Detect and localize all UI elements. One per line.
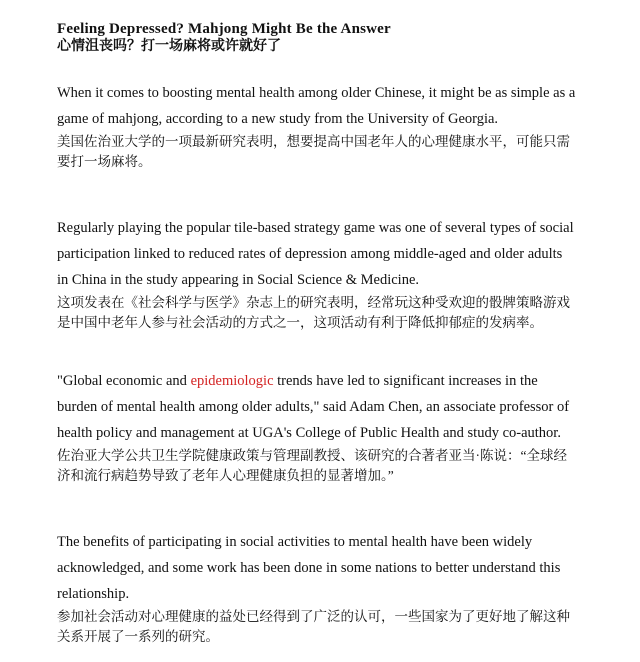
highlighted-word: epidemiologic [190,373,274,389]
paragraph-4-chinese: 参加社会活动对心理健康的益处已经得到了广泛的认可，一些国家为了更好地了解这种关系开展了一系列的研究。 [57,609,570,644]
paragraph-3-english-after: trends have led to significant increases in the burden of mental health among older adults," said Adam Chen, an associate professor of health policy and management at UGA's College of Public Health and study co-author. [57,373,570,441]
paragraph-2-english: Regularly playing the popular tile-based strategy game was one of several types of social participation linked to reduced rates of depression among middle-aged and older adults in China in the study appearing in Social Science & Medicine. [57,220,574,288]
paragraph-2 [57,215,577,333]
paragraph-1-english: When it comes to boosting mental health among older Chinese, it might be as simple as a game of mahjong, according to a new study from the University of Georgia. [57,85,576,127]
paragraph-3-chinese: 佐治亚大学公共卫生学院健康政策与管理副教授、该研究的合著者亚当·陈说：“全球经济和流行病趋势导致了老年人心理健康负担的显著增加。” [57,448,567,483]
paragraph-4 [57,529,577,647]
title-chinese: 心情沮丧吗？打一场麻将或许就好了 [57,39,281,54]
title-english: Feeling Depressed? Mahjong Might Be the Answer [57,21,391,37]
paragraph-1 [57,80,577,172]
paragraph-3 [57,368,577,486]
paragraph-2-chinese: 这项发表在《社会科学与医学》杂志上的研究表明，经常玩这种受欢迎的骰牌策略游戏是中国中老年人参与社会活动的方式之一，这项活动有利于降低抑郁症的发病率。 [57,295,570,330]
paragraph-3-english [57,368,577,446]
paragraph-1-chinese: 美国佐治亚大学的一项最新研究表明，想要提高中国老年人的心理健康水平，可能只需要打一场麻将。 [57,134,570,169]
paragraph-4-english: The benefits of participating in social activities to mental health have been widely acknowledged, and some work has been done in some nations to better understand this relationship. [57,534,561,602]
paragraph-3-english-before: "Global economic and [57,373,191,389]
